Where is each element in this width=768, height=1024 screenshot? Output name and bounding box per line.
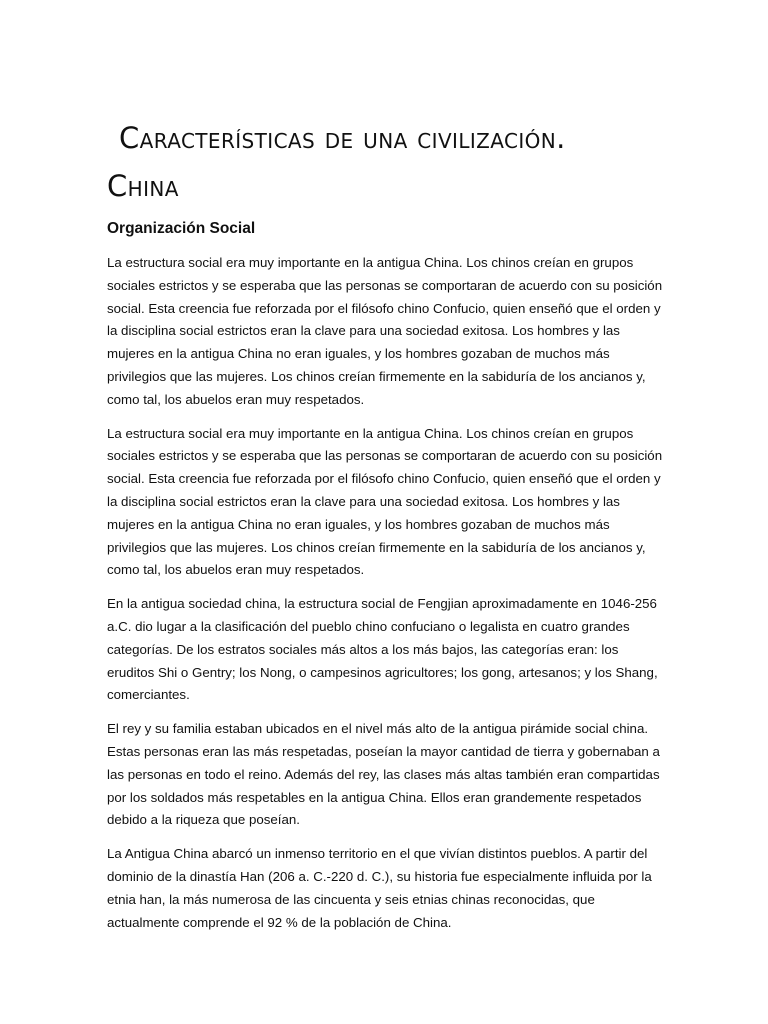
document-page (107, 118, 663, 945)
paragraph-4: El rey y su familia estaban ubicados en el nivel más alto de la antigua pirámide social china. Estas personas eran las más respetadas, poseían la mayor cantidad de tierra y gobernaban a las personas en todo el reino. Además del rey, las clases más altas también eran compartidas por los soldados más respetables en la antigua China. Ellos eran grandemente respetados debido a la riqueza que poseían. (107, 721, 660, 828)
paragraph-2: La estructura social era muy importante en la antigua China. Los chinos creían en grupos sociales estrictos y se esperaba que las personas se comportaran de acuerdo con su posición social. Esta creencia fue reforzada por el filósofo chino Confucio, quien enseñó que el orden y la disciplina social estrictos eran la clave para una sociedad exitosa. Los hombres y las mujeres en la antigua China no eran iguales, y los hombres gozaban de muchos más privilegios que las mujeres. Los chinos creían firmemente en la sabiduría de los ancianos y, como tal, los abuelos eran muy respetados. (107, 425, 663, 578)
section-heading: Organización Social (107, 220, 256, 237)
paragraph-1: La estructura social era muy importante en la antigua China. Los chinos creían en grupos sociales estrictos y se esperaba que las personas se comportaran de acuerdo con su posición social. Esta creencia fue reforzada por el filósofo chino Confucio, quien enseñó que el orden y la disciplina social estrictos eran la clave para una sociedad exitosa. Los hombres y las mujeres en la antigua China no eran iguales, y los hombres gozaban de muchos más privilegios que las mujeres. Los chinos creían firmemente en la sabiduría de los ancianos y, como tal, los abuelos eran muy respetados. (107, 255, 663, 407)
paragraph-5: La Antigua China abarcó un inmenso territorio en el que vivían distintos pueblos. A partir del dominio de la dinastía Han (206 a. C.-220 d. C.), su historia fue especialmente influida por la etnia han, la más numerosa de las cincuenta y seis etnias chinas reconocidas, que actualmente comprende el 92 % de la población de China. (107, 846, 652, 930)
paragraph-3: En la antigua sociedad china, la estructura social de Fengjian aproximadamente en 1046-256 a.C. dio lugar a la clasificación del pueblo chino confuciano o legalista en cuatro grandes categorías. De los estratos sociales más altos a los más bajos, las categorías eran: los eruditos Shi o Gentry; los Nong, o campesinos agricultores; los gong, artesanos; y los Shang, comerciantes. (107, 596, 658, 703)
page-title: Características de una civilización. (119, 121, 566, 155)
page-title-subject: China (107, 169, 179, 203)
